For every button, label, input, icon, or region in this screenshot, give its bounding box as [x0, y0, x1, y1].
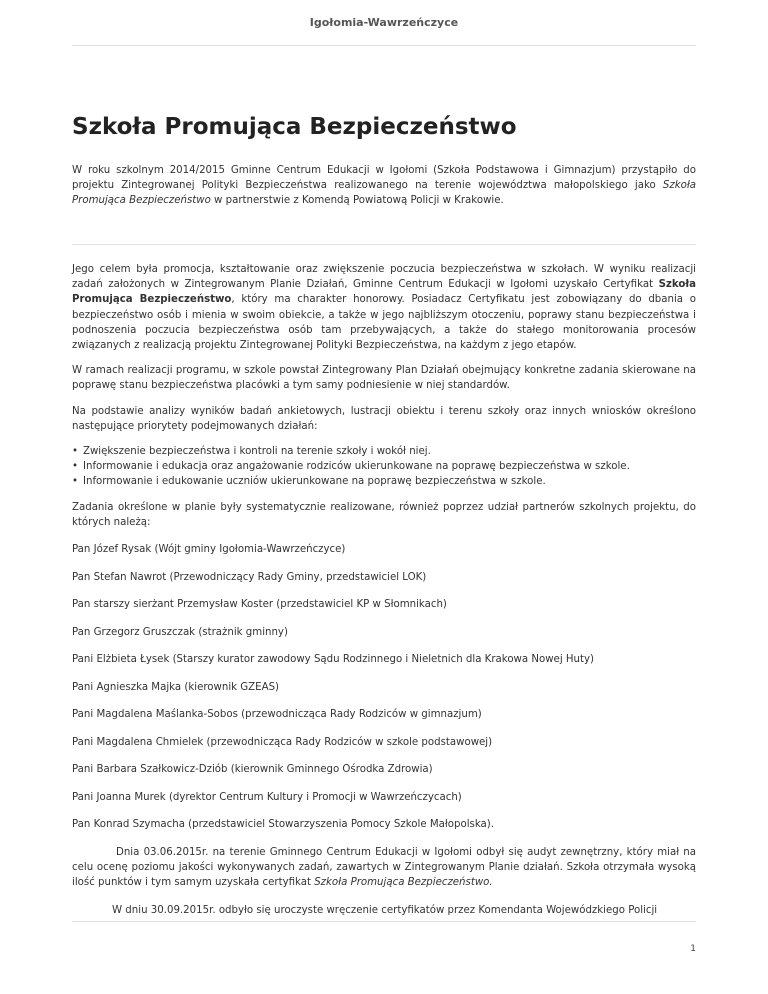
- priorities-intro: Na podstawie analizy wyników badań ankietowych, lustracji obiektu i terenu szkoły oraz innych wniosków określono następujące priorytety podejmowanych działań:: [72, 405, 696, 432]
- partner-entry: Pani Joanna Murek (dyrektor Centrum Kultury i Promocji w Wawrzeńczycach): [72, 791, 462, 803]
- intro-paragraph: [72, 163, 696, 209]
- partner-entry: Pan Konrad Szymacha (przedstawiciel Stowarzyszenia Pomocy Szkole Małopolska).: [72, 819, 495, 831]
- list-item-text: Informowanie i edukacja oraz angażowanie rodziców ukierunkowane na poprawę bezpieczeństwa w szkole.: [83, 461, 630, 473]
- list-item: [72, 459, 696, 474]
- main-section: [72, 262, 696, 918]
- page-number: 1: [690, 944, 696, 954]
- list-item-text: Informowanie i edukowanie uczniów ukierunkowane na poprawę bezpieczeństwa w szkole.: [83, 476, 546, 488]
- partner-entry: Pani Elżbieta Łysek (Starszy kurator zawodowy Sądu Rodzinnego i Nieletnich dla Krakowa Nowej Huty): [72, 654, 595, 666]
- intro-section: [72, 163, 696, 209]
- partner-entry: Pan Józef Rysak (Wójt gminy Igołomia-Wawrzeńczyce): [72, 544, 346, 556]
- page-title: Szkoła Promująca Bezpieczeństwo: [72, 114, 517, 140]
- audit-emphasis: Szkoła Promująca Bezpieczeństwo.: [314, 877, 493, 889]
- goal-strong: Szkoła Promująca Bezpieczeństwo: [72, 279, 696, 306]
- header-divider: [72, 45, 696, 46]
- ceremony-paragraph: W dniu 30.09.2015r. odbyło się uroczyste wręczenie certyfikatów przez Komendanta Wojewódzkiego Policji: [112, 904, 658, 916]
- intro-text: W roku szkolnym 2014/2015 Gminne Centrum Edukacji w Igołomi (Szkoła Podstawowa i Gimnazjum) przystąpiło do projektu Zintegrowanej Polityki Bezpieczeństwa realizowanego na terenie województwa małopolskiego jako: [72, 165, 696, 192]
- priorities-list: [72, 444, 696, 490]
- goal-text: Jego celem była promocja, kształtowanie oraz zwiększenie poczucia bezpieczeństwa w szkołach. W wyniku realizacji zadań założonych w Zintegrowanym Planie Działań, Gminne Centrum Edukacji w Igołomi uzyskało Certyfikat: [72, 264, 696, 291]
- plan-paragraph: W ramach realizacji programu, w szkole powstał Zintegrowany Plan Działań obejmujący konkretne zadania skierowane na poprawę stanu bezpieczeństwa placówki a tym samy podniesienie w niej standardów.: [72, 365, 696, 392]
- intro-emphasis: Szkoła Promująca Bezpieczeństwo: [72, 180, 696, 207]
- partner-entry: Pan Grzegorz Gruszczak (strażnik gminny): [72, 626, 288, 638]
- partner-entry: Pani Magdalena Chmielek (przewodnicząca Rady Rodziców w szkole podstawowej): [72, 736, 493, 748]
- partner-entry: Pani Barbara Szałkowicz-Dziób (kierownik Gminnego Ośrodka Zdrowia): [72, 764, 433, 776]
- list-item: [72, 474, 696, 489]
- list-item: [72, 444, 696, 459]
- list-item-text: Zwiększenie bezpieczeństwa i kontroli na terenie szkoły i wokół niej.: [83, 446, 431, 458]
- running-header: Igołomia-Wawrzeńczyce: [309, 16, 459, 29]
- footer-divider: [72, 921, 696, 922]
- audit-paragraph: [72, 845, 696, 891]
- audit-text: Dnia 03.06.2015r. na terenie Gminnego Centrum Edukacji w Igołomi odbył się audyt zewnętrzny, który miał na celu ocenę poziomu jakości wykonywanych zadań, zawartych w Zintegrowanym Planie działań. Szkoła otrzymała wysoką ilość punktów i tym samym uzyskała certyfikat: [72, 846, 696, 889]
- bullet-icon: •: [72, 446, 79, 458]
- section-divider: [72, 244, 696, 245]
- partner-entry: Pani Agnieszka Majka (kierownik GZEAS): [72, 681, 280, 693]
- partner-entry: Pan starszy sierżant Przemysław Koster (przedstawiciel KP w Słomnikach): [72, 599, 447, 611]
- partners-intro: Zadania określone w planie były systematycznie realizowane, również poprzez udział partnerów szkolnych projektu, do których należą:: [72, 501, 696, 528]
- partner-entry: Pani Magdalena Maślanka-Sobos (przewodnicząca Rady Rodziców w gimnazjum): [72, 709, 482, 721]
- goal-paragraph: [72, 262, 696, 353]
- intro-text-end: w partnerstwie z Komendą Powiatową Policji w Krakowie.: [210, 195, 504, 207]
- goal-text-end: , który ma charakter honorowy. Posiadacz Certyfikatu jest zobowiązany do dbania o bezpieczeństwo osób i mienia w swoim obiekcie, a także w jego najbliższym otoczeniu, poprawy stanu bezpieczeństwa i podnoszenia poczucia bezpieczeństwa osób tam przebywających, a także do stałego monitorowania procesów związanych z realizacją projektu Zintegrowanej Polityki Bezpieczeństwa, na każdym z jego etapów.: [72, 294, 696, 352]
- bullet-icon: •: [72, 476, 79, 488]
- partner-entry: Pan Stefan Nawrot (Przewodniczący Rady Gminy, przedstawiciel LOK): [72, 571, 427, 583]
- bullet-icon: •: [72, 461, 79, 473]
